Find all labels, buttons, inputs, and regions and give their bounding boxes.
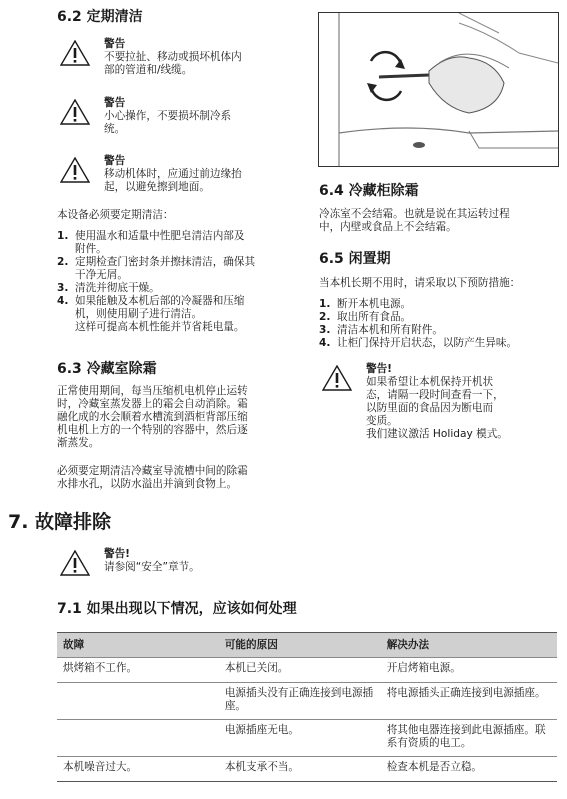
idle-steps-list <box>319 298 564 350</box>
warning-icon <box>60 157 90 183</box>
warning-block-3 <box>60 155 290 199</box>
table-cell: 烘烤箱不工作。 <box>57 658 219 683</box>
warning-text-line: 移动机体时，应通过前边缘抬 <box>104 168 242 180</box>
table-header-cell: 解决办法 <box>381 633 557 658</box>
warning-text-line: 小心操作，不要损坏制冷系 <box>104 110 232 122</box>
defrost-paragraph-2: 必须要定期清洁冷藏室导流槽中间的除霜 水排水孔，以防水溢出并滴到食物上。 <box>57 465 248 490</box>
table-header-cell: 故障 <box>57 633 219 658</box>
warning-text-line: 如果希望让本机保持开机状 <box>366 376 494 388</box>
table-cell: 本机噪音过大。 <box>57 757 219 782</box>
table-cell: 本机支承不当。 <box>219 757 381 782</box>
table-header-cell: 可能的原因 <box>219 633 381 658</box>
warning-title: 警告 <box>104 97 126 109</box>
warning-text-line: 统。 <box>104 123 126 135</box>
list-item: 1. 使用温水和适量中性肥皂清洁内部及 附件。 <box>57 230 245 255</box>
warning-text-line: 部的管道和/线缆。 <box>104 64 193 76</box>
cleaning-intro: 本设备必须要定期清洁： <box>57 209 174 221</box>
list-item: 4. 如果能触及本机后部的冷凝器和压缩 机，则使用刷子进行清洁。 这样可提高本机性能并节省耗电量。 <box>57 295 245 333</box>
warning-title: 警告 <box>104 155 126 167</box>
cleaning-steps-list <box>57 230 302 334</box>
section-6-5-title: 6.5 闲置期 <box>319 251 391 267</box>
freezer-defrost-paragraph: 冷冻室不会结霜。也就是说在其运转过程 中，内壁或食品上不会结霜。 <box>319 208 510 233</box>
idle-intro: 当本机长期不用时，请采取以下预防措施： <box>319 277 521 289</box>
warning-text-line: 态，请隔一段时间查看一下， <box>366 389 504 401</box>
warning-icon <box>60 99 90 125</box>
cleaning-illustration <box>318 12 559 167</box>
table-cell: 电源插座无电。 <box>219 720 381 757</box>
warning-text-line: 变质。 <box>366 415 398 427</box>
table-cell <box>57 683 219 720</box>
section-6-3-title: 6.3 冷藏室除霜 <box>57 361 157 377</box>
list-item: 2. 取出所有食品。 <box>319 311 412 323</box>
list-item: 2. 定期检查门密封条并擦抹清洁，确保其 干净无屑。 <box>57 256 256 281</box>
section-7-1-title: 7.1 如果出现以下情况，应该如何处理 <box>57 601 297 617</box>
table-cell: 将电源插头正确连接到电源插座。 <box>381 683 557 720</box>
warning-text-line: 我们建议激活 Holiday 模式。 <box>366 428 508 440</box>
warning-text-line: 不要拉扯、移动或损坏机体内 <box>104 51 242 63</box>
list-item: 4. 让柜门保持开启状态，以防产生异味。 <box>319 337 518 349</box>
idle-warning-block <box>322 363 562 453</box>
safety-warning-block <box>60 548 320 580</box>
warning-text-line: 以防里面的食品因为断电而 <box>366 402 494 414</box>
list-item: 1. 断开本机电源。 <box>319 298 412 310</box>
troubleshooting-table <box>57 632 557 782</box>
table-cell <box>57 720 219 757</box>
warning-block-1 <box>60 38 290 82</box>
warning-icon <box>60 550 90 576</box>
table-row <box>57 720 557 757</box>
warning-title: 警告 <box>104 38 126 50</box>
table-row <box>57 658 557 683</box>
warning-icon <box>322 365 352 391</box>
warning-text-line: 请参阅“安全”章节。 <box>104 561 200 573</box>
table-row <box>57 757 557 782</box>
warning-title: 警告! <box>366 363 393 375</box>
table-cell: 电源插头没有正确连接到电源插座。 <box>219 683 381 720</box>
warning-icon <box>60 40 90 66</box>
table-cell: 检查本机是否立稳。 <box>381 757 557 782</box>
warning-block-2 <box>60 97 290 141</box>
table-cell: 将其他电器连接到此电源插座。联系有资质的电工。 <box>381 720 557 757</box>
section-6-2-title: 6.2 定期清洁 <box>57 9 143 25</box>
section-6-4-title: 6.4 冷藏柜除霜 <box>319 183 419 199</box>
chapter-7-title: 7. 故障排除 <box>8 511 112 533</box>
list-item: 3. 清洗并彻底干燥。 <box>57 282 160 294</box>
list-item: 3. 清洁本机和所有附件。 <box>319 324 443 336</box>
table-cell: 本机已关闭。 <box>219 658 381 683</box>
table-cell: 开启烤箱电源。 <box>381 658 557 683</box>
warning-title: 警告! <box>104 548 131 560</box>
table-header-row <box>57 633 557 658</box>
table-row <box>57 683 557 720</box>
defrost-paragraph-1: 正常使用期间，每当压缩机电机停止运转 时，冷藏室蒸发器上的霜会自动消除。霜 融化成的水会顺着水槽流到酒柜背部压缩 机电机上方的一个特别的容器中，然后逐 渐蒸发。 <box>57 385 248 449</box>
drain-hole-illustration <box>319 13 558 166</box>
warning-text-line: 起，以避免擦到地面。 <box>104 181 210 193</box>
